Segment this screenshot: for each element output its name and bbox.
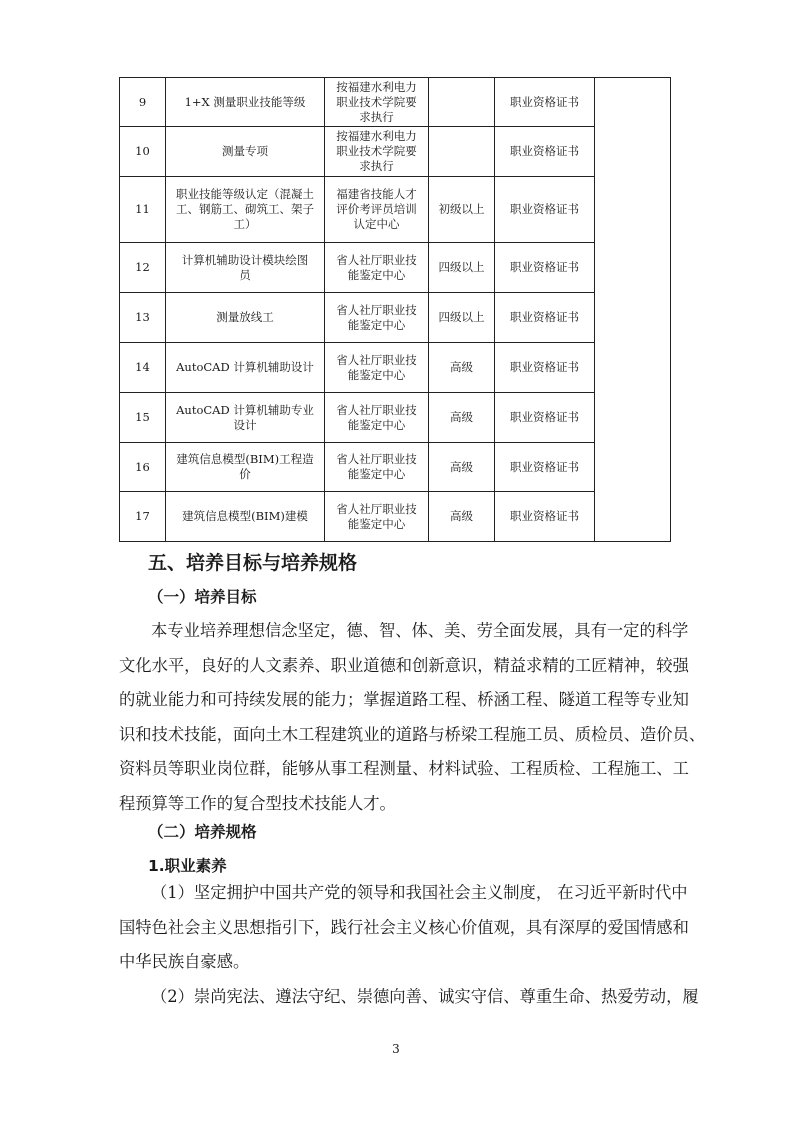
certificate-name-cell bbox=[166, 293, 325, 343]
issuing-org-cell bbox=[325, 443, 429, 492]
issuing-org-cell bbox=[325, 343, 429, 393]
level-cell bbox=[429, 127, 495, 177]
certificate-type-cell: 职业资格证书 bbox=[495, 177, 595, 243]
issuing-org-cell bbox=[325, 393, 429, 443]
table-row bbox=[120, 343, 671, 393]
cell-text-line: 能鉴定中心 bbox=[347, 267, 406, 282]
cell-text-line: 能鉴定中心 bbox=[347, 317, 406, 332]
cell-text-line: 职业技术学院要 bbox=[336, 94, 417, 109]
subsection-title-specs: （二）培养规格 bbox=[148, 823, 257, 841]
cell-text-line: 职业技术学院要 bbox=[336, 144, 417, 158]
cell-text-line: 能鉴定中心 bbox=[347, 516, 406, 531]
level-cell: 四级以上 bbox=[429, 243, 495, 293]
level-cell bbox=[429, 78, 495, 127]
cell-text-line: 省人社厅职业技 bbox=[336, 352, 417, 367]
cell-text-line: 能鉴定中心 bbox=[347, 467, 406, 481]
issuing-org-cell bbox=[325, 127, 429, 177]
certificate-table bbox=[119, 77, 671, 542]
cell-text-line: 按福建水利电力 bbox=[336, 79, 417, 94]
row-number-cell: 9 bbox=[120, 78, 166, 127]
cell-text-line: 测量专项 bbox=[222, 144, 268, 158]
cell-text-line: 按福建水利电力 bbox=[336, 129, 417, 143]
text-line: 国特色社会主义思想指引下，践行社会主义核心价值观，具有深厚的爱国情感和 bbox=[119, 917, 689, 937]
certificate-type-cell: 职业资格证书 bbox=[495, 492, 595, 542]
certificate-type-cell: 职业资格证书 bbox=[495, 443, 595, 492]
cell-text-line: 认定中心 bbox=[353, 217, 400, 231]
table-row bbox=[120, 243, 671, 293]
text-line: 识和技术技能，面向土木工程建筑业的道路与桥梁工程施工员、质检员、造价员、 bbox=[119, 724, 706, 744]
text-line: 文化水平，良好的人文素养、职业道德和创新意识，精益求精的工匠精神，较强 bbox=[119, 655, 689, 675]
cell-text-line: 1+X 测量职业技能等级 bbox=[184, 94, 306, 109]
row-number-cell: 14 bbox=[120, 343, 166, 393]
notes-cell bbox=[595, 78, 671, 542]
professionalism-paragraph-1 bbox=[119, 876, 689, 980]
cell-text-line: 省人社厅职业技 bbox=[336, 501, 417, 516]
row-number-cell: 13 bbox=[120, 293, 166, 343]
cell-text-line: AutoCAD 计算机辅助专业 bbox=[176, 402, 314, 417]
cell-text-line: 能鉴定中心 bbox=[347, 367, 406, 382]
issuing-org-cell bbox=[325, 492, 429, 542]
cell-text-line: 价 bbox=[239, 467, 251, 481]
cell-text-line: 工、钢筋工、砌筑工、架子 bbox=[176, 202, 314, 216]
level-cell: 高级 bbox=[429, 393, 495, 443]
certificate-name-cell bbox=[166, 127, 325, 177]
certificate-type-cell: 职业资格证书 bbox=[495, 78, 595, 127]
certificate-name-cell bbox=[166, 177, 325, 243]
certificate-name-cell bbox=[166, 78, 325, 127]
subsection-title-objectives: （一）培养目标 bbox=[148, 588, 257, 606]
cell-text-line: 省人社厅职业技 bbox=[336, 452, 417, 466]
section-title: 五、培养目标与培养规格 bbox=[148, 552, 358, 574]
certificate-type-cell: 职业资格证书 bbox=[495, 393, 595, 443]
subsection-title-professionalism: 1.职业素养 bbox=[148, 857, 227, 875]
row-number-cell: 15 bbox=[120, 393, 166, 443]
level-cell: 四级以上 bbox=[429, 293, 495, 343]
certificate-name-cell bbox=[166, 443, 325, 492]
row-number-cell: 11 bbox=[120, 177, 166, 243]
cell-text-line: 建筑信息模型(BIM)工程造 bbox=[176, 452, 314, 466]
level-cell: 高级 bbox=[429, 443, 495, 492]
table-row bbox=[120, 393, 671, 443]
certificate-type-cell: 职业资格证书 bbox=[495, 127, 595, 177]
cell-text-line: 职业技能等级认定（混凝土 bbox=[176, 187, 314, 201]
row-number-cell: 16 bbox=[120, 443, 166, 492]
table-row bbox=[120, 492, 671, 542]
cell-text-line: 计算机辅助设计模块绘图 bbox=[181, 252, 309, 267]
cell-text-line: 福建省技能人才 bbox=[336, 187, 417, 201]
cell-text-line: 省人社厅职业技 bbox=[336, 252, 417, 267]
cell-text-line: 测量放线工 bbox=[216, 310, 274, 324]
level-cell: 初级以上 bbox=[429, 177, 495, 243]
cell-text-line: 员 bbox=[239, 267, 251, 282]
cell-text-line: 评价考评员培训 bbox=[336, 202, 417, 216]
page-number: 3 bbox=[392, 1042, 400, 1056]
table-row bbox=[120, 177, 671, 243]
level-cell: 高级 bbox=[429, 492, 495, 542]
text-line: 程预算等工作的复合型技术技能人才。 bbox=[119, 793, 396, 813]
professionalism-paragraph-2 bbox=[119, 980, 699, 1015]
table-row bbox=[120, 293, 671, 343]
certificate-name-cell bbox=[166, 343, 325, 393]
issuing-org-cell bbox=[325, 78, 429, 127]
certificate-type-cell: 职业资格证书 bbox=[495, 243, 595, 293]
objectives-paragraph bbox=[119, 614, 706, 822]
cell-text-line: AutoCAD 计算机辅助设计 bbox=[176, 360, 314, 374]
certificate-name-cell bbox=[166, 492, 325, 542]
cell-text-line: 省人社厅职业技 bbox=[336, 402, 417, 417]
certificate-type-cell: 职业资格证书 bbox=[495, 343, 595, 393]
cell-text-line: 设计 bbox=[233, 417, 257, 432]
issuing-org-cell bbox=[325, 293, 429, 343]
text-line: 本专业培养理想信念坚定，德、智、体、美、劳全面发展，具有一定的科学 bbox=[151, 621, 689, 640]
table-row bbox=[120, 127, 671, 177]
cell-text-line: 省人社厅职业技 bbox=[336, 302, 417, 317]
row-number-cell: 10 bbox=[120, 127, 166, 177]
certificate-name-cell bbox=[166, 243, 325, 293]
text-line: （2）崇尚宪法、遵法守纪、崇德向善、诚实守信、尊重生命、热爱劳动，履 bbox=[151, 987, 699, 1006]
cell-text-line: 建筑信息模型(BIM)建模 bbox=[182, 509, 308, 523]
text-line: 中华民族自豪感。 bbox=[119, 952, 250, 972]
text-line: （1）坚定拥护中国共产党的领导和我国社会主义制度， 在习近平新时代中 bbox=[151, 883, 688, 902]
issuing-org-cell bbox=[325, 243, 429, 293]
level-cell: 高级 bbox=[429, 343, 495, 393]
issuing-org-cell bbox=[325, 177, 429, 243]
certificate-name-cell bbox=[166, 393, 325, 443]
cell-text-line: 求执行 bbox=[359, 159, 394, 173]
cell-text-line: 求执行 bbox=[359, 109, 394, 124]
cell-text-line: 工） bbox=[233, 217, 257, 231]
table-row bbox=[120, 443, 671, 492]
row-number-cell: 17 bbox=[120, 492, 166, 542]
row-number-cell: 12 bbox=[120, 243, 166, 293]
table-row bbox=[120, 78, 671, 127]
text-line: 的就业能力和可持续发展的能力；掌握道路工程、桥涵工程、隧道工程等专业知 bbox=[119, 690, 689, 710]
text-line: 资料员等职业岗位群，能够从事工程测量、材料试验、工程质检、工程施工、工 bbox=[119, 759, 689, 779]
certificate-type-cell: 职业资格证书 bbox=[495, 293, 595, 343]
cell-text-line: 能鉴定中心 bbox=[347, 417, 406, 432]
